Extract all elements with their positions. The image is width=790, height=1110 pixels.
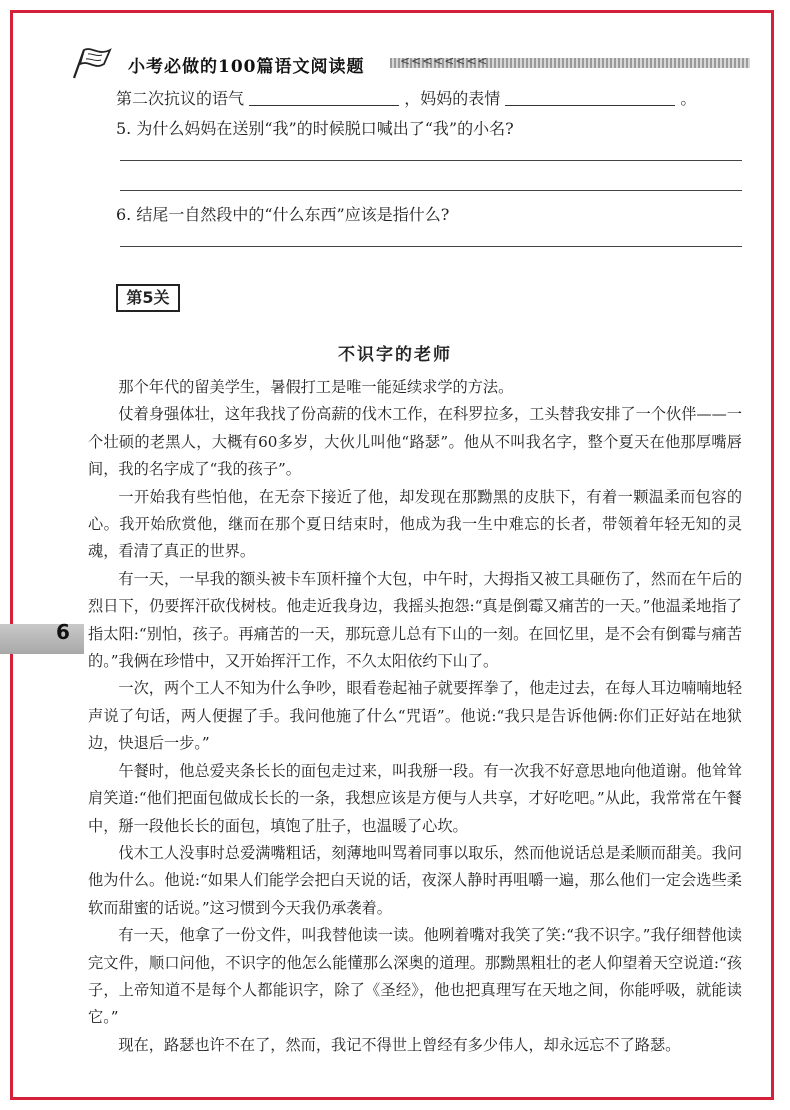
story-paragraph: 仗着身强体壮，这年我找了份高薪的伐木工作，在科罗拉多，工头替我安排了一个伙伴——一个壮硕的老黑人，大概有60多岁，大伙儿叫他“路瑟”。他从不叫我名字，整个夏天在他那厚嘴唇间，我的名字成了“我的孩子”。 — [88, 405, 742, 479]
story-paragraph: 那个年代的留美学生，暑假打工是唯一能延续求学的方法。 — [118, 378, 514, 396]
story-paragraph: 一次，两个工人不知为什么争吵，眼看卷起袖子就要挥拳了，他走过去，在每人耳边喃喃地轻声说了句话，两人便握了手。我问他施了什么“咒语”。他说:“我只是告诉他俩:你们正好站在地狱边，快退后一步。” — [88, 679, 742, 753]
page-number-tab — [0, 624, 84, 654]
q5-answer-line-1[interactable] — [120, 160, 742, 161]
page-header — [70, 44, 750, 80]
story-title: 不识字的老师 — [338, 345, 452, 365]
question-4-continuation — [116, 86, 696, 112]
series-title: 小考必做的100篇语文阅读题 — [128, 57, 365, 77]
story-paragraph: 有一天，他拿了一份文件，叫我替他读一读。他咧着嘴对我笑了笑:“我不识字。”我仔细替他读完文件，顺口问他，不识字的他怎么能懂那么深奥的道理。那黝黑粗壮的老人仰望着天空说道:“孩子，上帝知道不是每个人都能识字，除了《圣经》，他也把真理写在天地之间，你能呼吸，就能读它。” — [88, 926, 742, 1027]
q4-tone-label: 第二次抗议的语气 — [116, 89, 245, 108]
q4-period: 。 — [680, 89, 697, 108]
story-paragraph: 有一天，一早我的额头被卡车顶杆撞个大包，中午时，大拇指又被工具砸伤了，然而在午后的烈日下，仍要挥汗砍伐树枝。他走近我身边，我摇头抱怨:“真是倒霉又痛苦的一天。”他温柔地指了指太阳:“别怕，孩子。再痛苦的一天，那玩意儿总有下山的一刻。在回忆里，是不会有倒霉与痛苦的。”我俩在珍惜中，又开始挥汗工作，不久太阳依约下山了。 — [88, 569, 742, 671]
q5-answer-line-2[interactable] — [120, 190, 742, 191]
q4-expression-blank[interactable] — [505, 87, 675, 106]
story-paragraph: 伐木工人没事时总爱满嘴粗话，刻薄地叫骂着同事以取乐，然而他说话总是柔顺而甜美。我问他为什么。他说:“如果人们能学会把白天说的话，夜深人静时再咀嚼一遍，那么他们一定会选些柔软而甜蜜的话说。”这习惯到今天我仍承袭着。 — [88, 843, 742, 917]
question-5: 5. 为什么妈妈在送别“我”的时候脱口喊出了“我”的小名? — [116, 119, 514, 138]
page-number: 6 — [56, 620, 70, 644]
q6-answer-line[interactable] — [120, 246, 742, 247]
story-paragraph: 现在，路瑟也许不在了，然而，我记不得世上曾经有多少伟人，却永远忘不了路瑟。 — [118, 1035, 681, 1054]
flag-logo-icon — [70, 44, 118, 80]
story-body — [88, 374, 742, 1059]
question-6: 6. 结尾一自然段中的“什么东西”应该是指什么? — [116, 205, 450, 224]
header-bar-marks: <<<<<<<< — [400, 54, 489, 68]
story-paragraph: 午餐时，他总爱夹条长长的面包走过来，叫我掰一段。有一次我不好意思地向他道谢。他耸耸肩笑道:“他们把面包做成长长的一条，我想应该是方便与人共享，才好吃吧。”从此，我常常在午餐中，掰一段他长长的面包，填饱了肚子，也温暖了心坎。 — [88, 761, 742, 835]
q4-tone-blank[interactable] — [249, 87, 399, 106]
level-label: 第5关 — [116, 284, 180, 312]
q4-expression-label: ，妈妈的表情 — [404, 89, 501, 108]
story-paragraph: 一开始我有些怕他，在无奈下接近了他，却发现在那黝黑的皮肤下，有着一颗温柔而包容的心。我开始欣赏他，继而在那个夏日结束时，他成为我一生中难忘的长者，带领着年轻无知的灵魂，看清了真正的世界。 — [88, 487, 742, 561]
